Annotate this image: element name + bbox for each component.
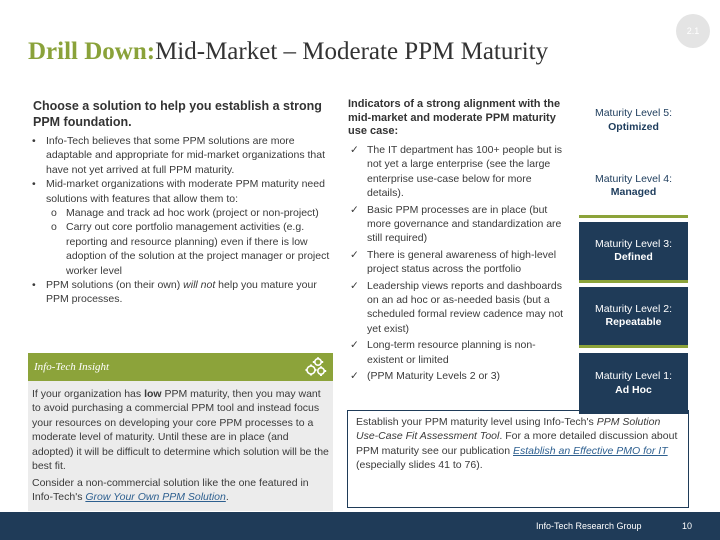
callout-text-mid: . For a more detailed discussion about PPM maturity see our publication bbox=[356, 430, 678, 457]
checklist-item bbox=[348, 279, 568, 337]
maturity-level-label: Maturity Level 5: bbox=[594, 107, 673, 119]
maturity-level-5 bbox=[579, 90, 688, 151]
title-main: Mid-Market – Moderate PPM Maturity bbox=[155, 38, 549, 65]
check-icon: ✓ bbox=[350, 248, 359, 261]
indicators-checklist bbox=[348, 143, 568, 386]
checklist-item bbox=[348, 143, 568, 201]
list-item bbox=[20, 177, 330, 206]
check-icon: ✓ bbox=[350, 339, 359, 352]
list-item-text-emphasis: will not bbox=[183, 279, 216, 292]
footer-bar bbox=[0, 512, 720, 540]
maturity-level-3 bbox=[579, 222, 688, 283]
left-bullet-list bbox=[20, 134, 330, 307]
insight-label: Info-Tech Insight bbox=[34, 361, 110, 373]
maturity-level-label: Maturity Level 3: bbox=[594, 237, 673, 250]
insight-p2-post: . bbox=[225, 491, 229, 504]
callout-tool-name: PPM Solution Use-Case Fit Assessment Tool bbox=[356, 416, 661, 443]
maturity-level-name: Managed bbox=[610, 186, 657, 198]
maturity-level-name: Defined bbox=[614, 251, 653, 263]
checklist-item-text: Long-term resource planning is non-existent or limited bbox=[367, 339, 536, 366]
bullet-marker: • bbox=[32, 178, 36, 191]
bullet-marker: • bbox=[32, 279, 36, 292]
check-icon: ✓ bbox=[350, 144, 359, 156]
maturity-level-label: Maturity Level 1: bbox=[594, 370, 673, 382]
insight-box bbox=[28, 353, 333, 511]
slide-number-badge: 2.1 bbox=[676, 14, 710, 48]
checklist-item-text: (PPM Maturity Levels 2 or 3) bbox=[367, 370, 501, 383]
title-drill-down: Drill Down: bbox=[28, 38, 156, 65]
checklist-item bbox=[348, 338, 568, 367]
maturity-level-name: Optimized bbox=[608, 120, 659, 133]
insight-p1-pre: If your organization has bbox=[32, 388, 145, 400]
maturity-callout-box bbox=[347, 410, 689, 508]
sub-list-item bbox=[20, 220, 330, 278]
insight-paragraph-2 bbox=[32, 476, 330, 505]
maturity-level-1 bbox=[579, 353, 688, 414]
maturity-level-name: Ad Hoc bbox=[615, 383, 652, 396]
sub-list-item-text: Manage and track ad hoc work (project or non-project) bbox=[66, 207, 319, 220]
left-heading: Choose a solution to help you establish a strong PPM foundation. bbox=[33, 99, 322, 129]
insight-p2-pre: Consider a non-commercial solution like the one featured in Info-Tech's bbox=[32, 477, 309, 504]
list-item-text-post: help you mature your PPM processes. bbox=[46, 279, 317, 306]
maturity-level-label: Maturity Level 2: bbox=[594, 302, 673, 315]
insight-p1-bold: low bbox=[144, 388, 162, 400]
grow-your-own-ppm-link[interactable]: Grow Your Own PPM Solution bbox=[85, 491, 226, 504]
establish-effective-pmo-link[interactable]: Establish an Effective PMO for IT bbox=[513, 444, 668, 457]
maturity-level-2 bbox=[579, 287, 688, 348]
insight-p1-post: PPM maturity, then you may want to avoid purchasing a commercial PPM tool and instead focus your resources on developing your core PPM processes to a moderate level of maturity. Until these are in place (and adopted) it will be difficult to determine which solution will be the best fit. bbox=[32, 388, 329, 473]
checklist-item-text: Leadership views reports and dashboards on an ad hoc or as-needed basis (but a scheduled formal review cadence may not yet exist) bbox=[367, 279, 564, 335]
sub-list-item-text: Carry out core portfolio management activities (e.g. reporting and resource planning) even if there is low adoption of the solution at the project manager or project worker level bbox=[66, 221, 330, 277]
page-title bbox=[28, 38, 548, 66]
checklist-item bbox=[348, 369, 568, 383]
checklist-item bbox=[348, 203, 568, 246]
list-item bbox=[20, 134, 330, 177]
sub-bullet-marker: o bbox=[51, 207, 57, 220]
maturity-level-name: Repeatable bbox=[605, 316, 662, 328]
checklist-item-text: There is general awareness of high-level project status across the portfolio bbox=[367, 248, 557, 276]
bullet-marker: • bbox=[32, 135, 36, 147]
insight-paragraph-1 bbox=[32, 387, 330, 473]
list-item-text-pre: PPM solutions (on their own) bbox=[46, 279, 184, 292]
callout-text-pre: Establish your PPM maturity level using Info-Tech's bbox=[356, 416, 597, 428]
list-item bbox=[20, 278, 330, 307]
checklist-item bbox=[348, 248, 568, 277]
check-icon: ✓ bbox=[350, 203, 359, 216]
list-item-text: Mid-market organizations with moderate PPM maturity need solutions with features that allow them to: bbox=[46, 178, 325, 205]
checklist-item-text: Basic PPM processes are in place (but more governance and standardization are still required) bbox=[367, 203, 562, 245]
list-item-text: Info-Tech believes that some PPM solutions are more adaptable and appropriate for mid-market organizations that have not yet arrived at full PPM maturity. bbox=[46, 135, 325, 176]
indicators-heading: Indicators of a strong alignment with the mid-market and moderate PPM maturity use case: bbox=[348, 98, 561, 137]
maturity-level-4 bbox=[579, 157, 688, 218]
footer-page-number: 10 bbox=[682, 521, 693, 531]
checklist-item-text: The IT department has 100+ people but is not yet a large enterprise (see the large enterprise use-case below for more details). bbox=[367, 144, 563, 200]
check-icon: ✓ bbox=[350, 279, 359, 292]
insight-header-bar bbox=[28, 353, 333, 381]
check-icon: ✓ bbox=[350, 370, 359, 383]
sub-bullet-marker: o bbox=[51, 221, 57, 234]
sub-list-item bbox=[20, 206, 330, 220]
maturity-level-label: Maturity Level 4: bbox=[594, 172, 673, 185]
callout-text-post: (especially slides 41 to 76). bbox=[356, 459, 483, 472]
gears-icon bbox=[304, 356, 328, 383]
footer-company: Info-Tech Research Group bbox=[536, 521, 642, 531]
